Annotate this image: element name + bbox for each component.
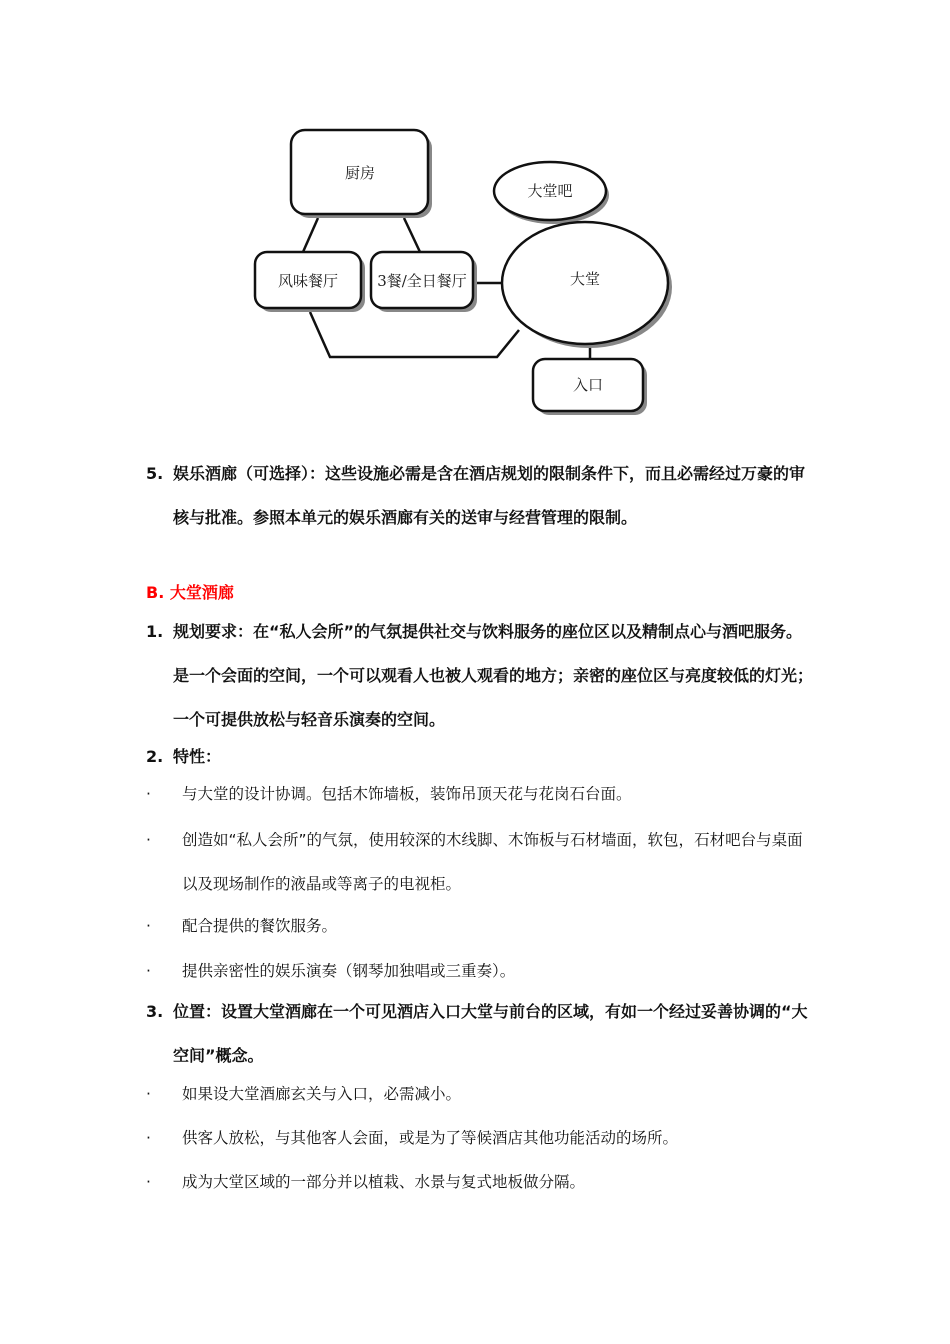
kitchen-label: 厨房 [344, 164, 376, 182]
link-kitchen-specialty [303, 218, 318, 252]
section-b-item-1-number: 1. [146, 622, 164, 641]
section-b-item-1 [146, 610, 816, 742]
section-b-item-3-number: 3. [146, 1002, 164, 1021]
location-point-text: 成为大堂区域的一部分并以植栽、水景与复式地板做分隔。 [182, 1173, 586, 1191]
section-b-item-3 [146, 990, 816, 1078]
location-point-text: 如果设大堂酒廊玄关与入口，必需减小。 [182, 1085, 462, 1103]
section-b-item-1-text: 规划要求：在“私人会所”的气氛提供社交与饮料服务的座位区以及精制点心与酒吧服务。是一个会面的空间，一个可以观看人也被人观看的地方；亲密的座位区与亮度较低的灯光；一个可提供放松与轻音乐演奏的空间。 [173, 622, 814, 729]
bullet-dot: · [146, 831, 151, 849]
bullet-dot: · [146, 962, 151, 980]
item-5-number: 5. [146, 464, 164, 483]
location-point-item [146, 1160, 816, 1204]
bullet-dot: · [146, 785, 151, 803]
characteristic-item [146, 904, 816, 948]
characteristic-text: 配合提供的餐饮服务。 [182, 917, 338, 935]
characteristic-text: 提供亲密性的娱乐演奏（钢琴加独唱或三重奏）。 [182, 962, 516, 980]
entrance-label: 入口 [572, 376, 604, 394]
section-b-item-2-text: 特性： [173, 747, 222, 766]
location-point-item [146, 1116, 816, 1160]
all-day-restaurant-label: 3餐/全日餐厅 [377, 272, 467, 290]
item-5-text: 娱乐酒廊（可选择）：这些设施必需是含在酒店规划的限制条件下，而且必需经过万豪的审核与批准。参照本单元的娱乐酒廊有关的送审与经营管理的限制。 [173, 464, 806, 527]
section-b-item-2-number: 2. [146, 747, 164, 766]
bullet-dot: · [146, 1085, 151, 1103]
characteristic-item [146, 818, 816, 906]
section-b-title: B. 大堂酒廊 [146, 583, 234, 602]
characteristic-item [146, 949, 816, 993]
characteristic-text: 创造如“私人会所”的气氛，使用较深的木线脚、木饰板与石材墙面，软包，石材吧台与桌面以及现场制作的液晶或等离子的电视柜。 [182, 831, 803, 893]
section-b-item-2 [146, 742, 816, 772]
section-b-item-3-text: 位置：设置大堂酒廊在一个可见酒店入口大堂与前台的区域，有如一个经过妥善协调的“大空间”概念。 [173, 1002, 808, 1065]
characteristic-item [146, 772, 816, 816]
bullet-dot: · [146, 1173, 151, 1191]
link-kitchen-allday [404, 218, 420, 252]
location-point-text: 供客人放松，与其他客人会面，或是为了等候酒店其他功能活动的场所。 [182, 1129, 679, 1147]
link-specialty-lobby-bottom [310, 312, 519, 357]
characteristic-text: 与大堂的设计协调。包括木饰墙板，装饰吊顶天花与花岗石台面。 [182, 785, 632, 803]
hotel-layout-diagram [0, 0, 950, 440]
specialty-restaurant-label: 风味餐厅 [277, 272, 339, 290]
item-5 [146, 452, 816, 540]
location-point-item [146, 1072, 816, 1116]
bullet-dot: · [146, 1129, 151, 1147]
lobby-bar-label: 大堂吧 [527, 182, 573, 200]
lobby-label: 大堂 [569, 270, 601, 288]
bullet-dot: · [146, 917, 151, 935]
